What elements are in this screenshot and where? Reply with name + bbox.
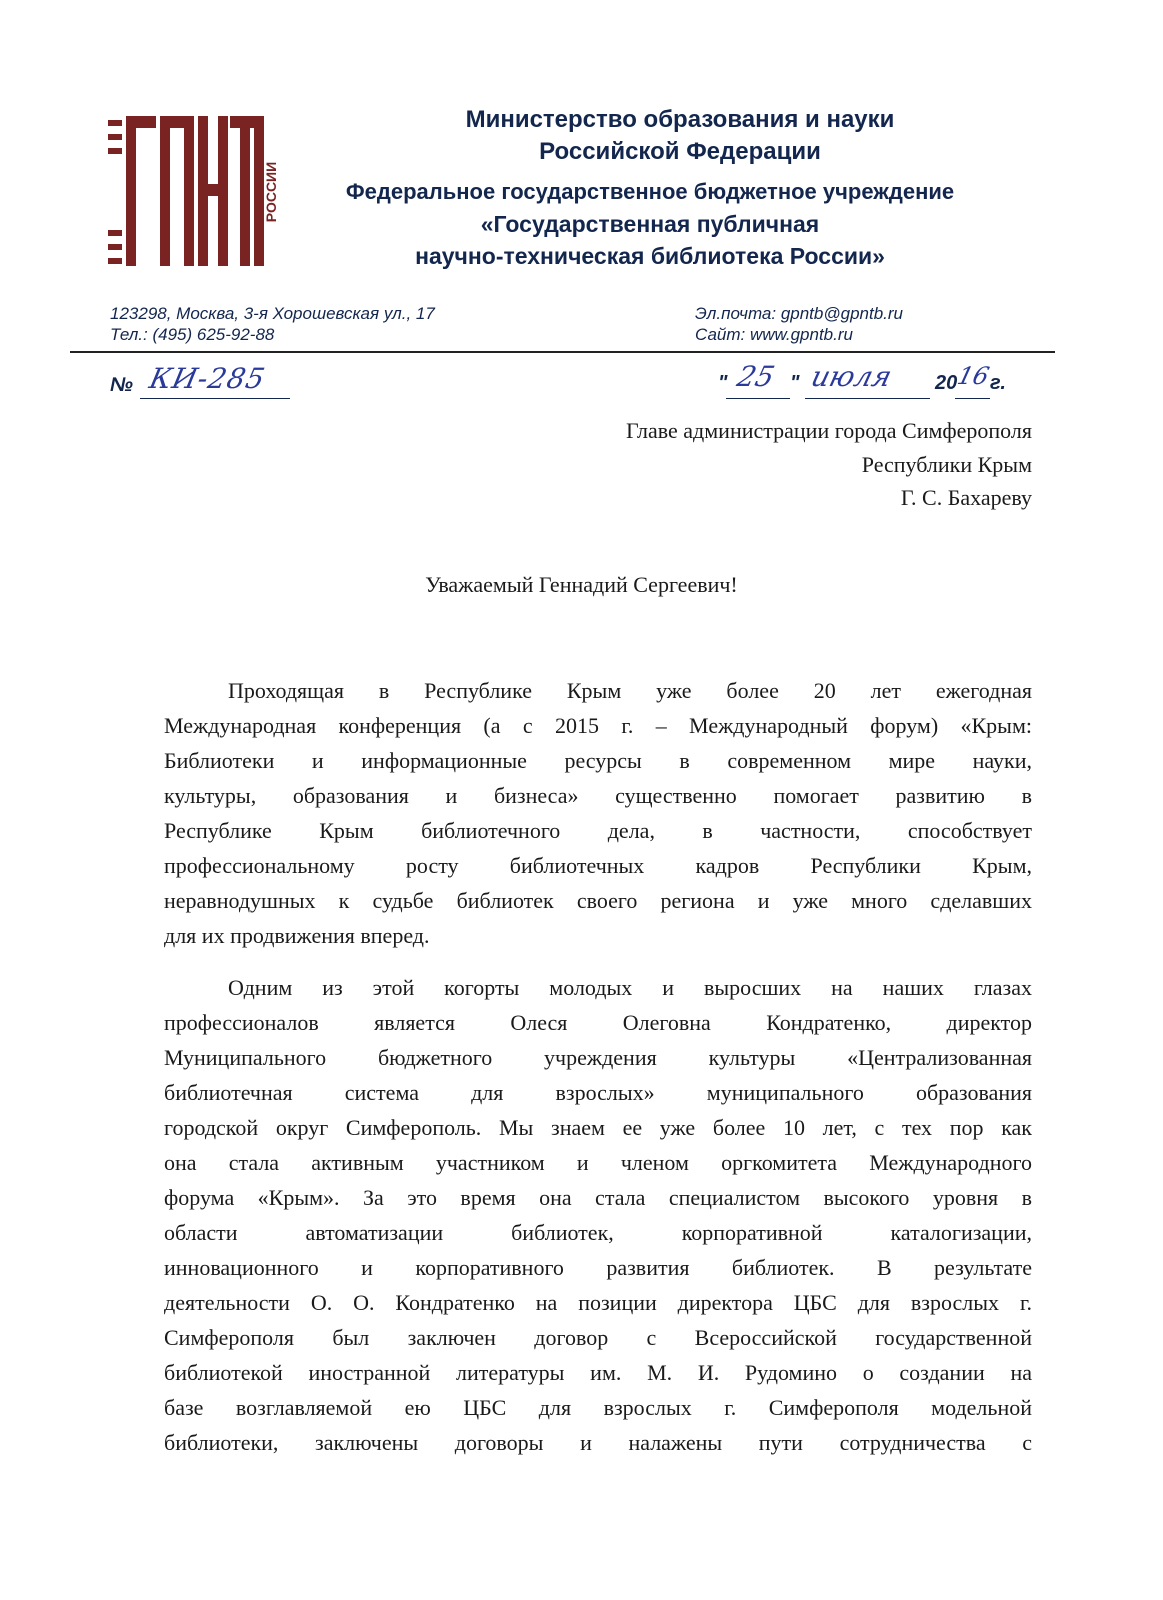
body-line: городской округ Симферополь. Мы знаем ее уже более 10 лет, с тех пор как: [164, 1115, 1032, 1140]
body-line: Симферополя был заключен договор с Всероссийской государственной: [164, 1325, 1032, 1350]
reg-number-underline: [140, 398, 290, 399]
institution-type: Федеральное государственное бюджетное учреждение: [345, 179, 955, 204]
ministry-title: Министерство образования и науки: [465, 106, 895, 133]
institution-name-2: научно-техническая библиотека России»: [415, 243, 885, 269]
body-line: Одним из этой когорты молодых и выросших на наших глазах: [228, 975, 1032, 1000]
body-line: библиотечная система для взрослых» муниципального образования: [164, 1080, 1032, 1105]
body-line: области автоматизации библиотек, корпоративной каталогизации,: [164, 1220, 1032, 1245]
body-line: Международная конференция (а с 2015 г. – Международный форум) «Крым:: [164, 713, 1032, 738]
reg-number-label: №: [110, 374, 133, 396]
body-line: базе возглавляемой ею ЦБС для взрослых г. Симферополя модельной: [164, 1395, 1032, 1420]
website-address: Сайт: www.gpntb.ru: [695, 325, 853, 344]
date-suffix: г.: [990, 372, 1006, 394]
body-line: для их продвижения вперед.: [164, 923, 430, 948]
reg-number-value: КИ-285: [146, 362, 269, 395]
addressee-name: Г. С. Бахареву: [900, 485, 1032, 510]
addressee-region: Республики Крым: [861, 452, 1032, 477]
body-line: библиотекой иностранной литературы им. М. И. Рудомино о создании на: [164, 1360, 1032, 1385]
phone-number: Тел.: (495) 625-92-88: [110, 325, 275, 344]
body-line: Муниципального бюджетного учреждения культуры «Централизованная: [164, 1045, 1032, 1070]
date-century: 20: [935, 372, 958, 394]
body-line: Библиотеки и информационные ресурсы в современном мире науки,: [164, 748, 1032, 773]
body-line: культуры, образования и бизнеса» существенно помогает развитию в: [164, 783, 1032, 808]
ministry-country: Российской Федерации: [539, 138, 821, 165]
postal-address: 123298, Москва, 3-я Хорошевская ул., 17: [110, 304, 435, 323]
letterhead-divider: [70, 351, 1055, 353]
gpntb-logo-graphic: [108, 112, 280, 272]
body-line: она стала активным участником и членом оргкомитета Международного: [164, 1150, 1032, 1175]
date-day-underline: [726, 398, 790, 399]
date-day: 25: [733, 360, 778, 393]
body-line: Проходящая в Республике Крым уже более 20 лет ежегодная: [228, 678, 1032, 703]
body-line: профессиональному росту библиотечных кадров Республики Крым,: [164, 853, 1032, 878]
body-line: инновационного и корпоративного развития библиотек. В результате: [164, 1255, 1032, 1280]
body-line: Республике Крым библиотечного дела, в частности, способствует: [164, 818, 1032, 843]
email-address: Эл.почта: gpntb@gpntb.ru: [695, 304, 904, 323]
body-line: неравнодушных к судьбе библиотек своего региона и уже много сделавших: [164, 888, 1032, 913]
date-quote-open: ": [718, 372, 728, 394]
body-line: профессионалов является Олеся Олеговна Кондратенко, директор: [164, 1010, 1032, 1035]
date-year: 16: [954, 362, 993, 390]
addressee-position: Главе администрации города Симферополя: [625, 418, 1032, 443]
date-month: июля: [807, 360, 896, 393]
body-line: деятельности О. О. Кондратенко на позиции директора ЦБС для взрослых г.: [164, 1290, 1032, 1315]
gpntb-logo: [108, 112, 280, 272]
body-line: форума «Крым». За это время она стала специалистом высокого уровня в: [164, 1185, 1032, 1210]
date-year-underline: [955, 398, 990, 399]
salutation: Уважаемый Геннадий Сергеевич!: [425, 572, 738, 597]
date-quote-close: ": [790, 372, 800, 394]
body-line: библиотеки, заключены договоры и налажены пути сотрудничества с: [164, 1430, 1032, 1455]
date-month-underline: [805, 398, 930, 399]
logo-subtext: РОССИИ: [263, 161, 279, 223]
institution-name-1: «Государственная публичная: [480, 211, 820, 237]
